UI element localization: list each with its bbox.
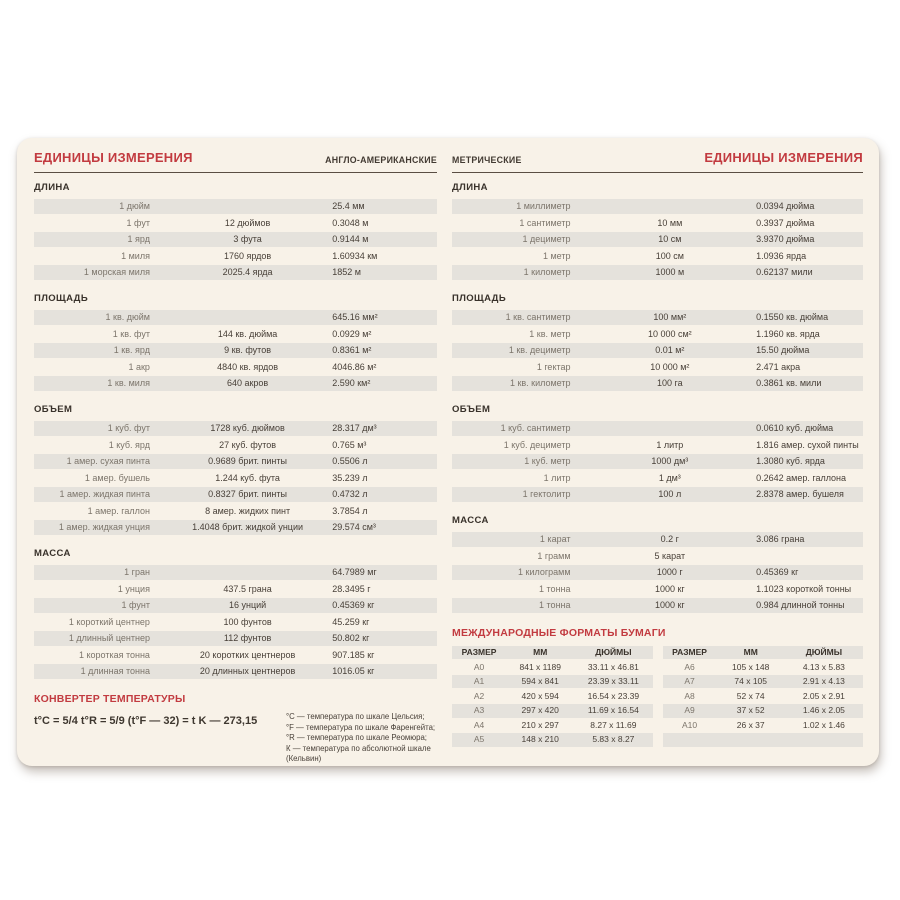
table-row	[34, 265, 437, 280]
unit-name: 1 кв. километр	[509, 378, 571, 388]
table-row	[452, 216, 863, 231]
paper-size-mm: 74 x 105	[734, 676, 768, 687]
unit-name: 1 кв. миля	[107, 378, 150, 388]
unit-equivalent: 0.01 м²	[655, 345, 685, 355]
unit-value: 0.2642 амер. галлона	[756, 472, 847, 483]
unit-name: 1 короткий центнер	[68, 616, 150, 627]
paper-size-name: A6	[684, 661, 695, 672]
unit-value: 1016.05 кг	[332, 666, 375, 676]
unit-equivalent: 3 фута	[233, 234, 262, 244]
unit-value: 2.471 акра	[756, 361, 801, 372]
unit-value: 28.3495 г	[332, 583, 371, 594]
table-row	[34, 582, 437, 597]
unit-equivalent: 12 дюймов	[224, 217, 271, 228]
unit-name: 1 карат	[539, 534, 571, 544]
table-row	[452, 310, 863, 325]
unit-name: 1 кв. метр	[529, 328, 571, 339]
table-row	[34, 648, 437, 663]
unit-name: 1 тонна	[539, 600, 571, 610]
unit-equivalent: 100 см	[655, 250, 684, 261]
unit-equivalent: 10 см	[658, 234, 682, 244]
table-row	[452, 327, 863, 342]
unit-value: 1852 м	[332, 267, 361, 277]
unit-equivalent: 9 кв. футов	[224, 345, 271, 355]
unit-equivalent: 437.5 грана	[223, 583, 272, 594]
unit-equivalent: 1.244 куб. фута	[215, 472, 280, 483]
unit-name: 1 гран	[124, 567, 150, 577]
table-row	[34, 216, 437, 231]
unit-value: 50.802 кг	[332, 633, 370, 643]
table-row	[34, 376, 437, 391]
paper-table-row	[452, 719, 653, 732]
table-row	[452, 582, 863, 597]
unit-value: 0.984 длинной тонны	[756, 600, 845, 610]
paper-table-header-row	[663, 646, 864, 659]
section-heading: МАССА	[452, 515, 489, 526]
paper-size-mm: 594 x 841	[521, 676, 559, 687]
unit-name: 1 амер. жидкая унция	[58, 522, 150, 532]
unit-value: 25.4 мм	[332, 201, 365, 211]
temperature-note: °R — температура по шкале Реомюра;	[286, 733, 427, 743]
unit-equivalent: 112 фунтов	[223, 633, 272, 643]
right-column-header	[452, 148, 863, 165]
paper-table-row	[452, 661, 653, 674]
unit-name: 1 короткая тонна	[78, 649, 150, 660]
unit-name: 1 амер. сухая пинта	[66, 456, 150, 466]
unit-value: 0.0394 дюйма	[756, 201, 815, 211]
unit-equivalent: 5 карат	[654, 550, 686, 561]
unit-value: 0.45369 кг	[756, 567, 799, 577]
paper-size-inches: 16.54 x 23.39	[587, 690, 640, 701]
unit-equivalent: 8 амер. жидких пинт	[205, 505, 291, 516]
unit-equivalent: 100 л	[658, 489, 682, 499]
table-row	[34, 360, 437, 375]
paper-size-inches: 23.39 x 33.11	[587, 676, 639, 687]
units-section	[452, 404, 863, 502]
paper-size-name: A1	[473, 676, 485, 687]
unit-value: 0.9144 м	[332, 234, 369, 244]
paper-table-header-row	[452, 646, 653, 659]
unit-value: 0.45369 кг	[332, 600, 375, 610]
unit-equivalent: 100 фунтов	[223, 616, 272, 627]
unit-value: 0.3937 дюйма	[756, 217, 815, 228]
unit-value: 0.8361 м²	[332, 345, 372, 355]
table-row	[452, 454, 863, 469]
temperature-notes	[286, 712, 437, 765]
unit-equivalent: 1.4048 брит. жидкой унции	[192, 522, 304, 532]
unit-value: 2.590 км²	[332, 378, 371, 388]
unit-equivalent: 1760 ярдов	[223, 250, 272, 261]
paper-size-inches: 11.69 x 16.54	[587, 705, 639, 716]
unit-name: 1 дюйм	[119, 201, 150, 211]
table-row	[452, 376, 863, 391]
paper-size-inches: 1.46 x 2.05	[802, 705, 845, 716]
table-row	[452, 343, 863, 358]
paper-size-mm: 148 x 210	[521, 734, 559, 745]
paper-table-row	[663, 675, 864, 688]
temperature-note: °C — температура по шкале Цельсия;	[286, 712, 425, 721]
unit-value: 3.7854 л	[332, 505, 368, 516]
paper-column-header: ДЮЙМЫ	[805, 647, 843, 657]
paper-table-row	[663, 690, 864, 703]
unit-equivalent	[163, 565, 332, 580]
measurement-units-page	[17, 138, 879, 766]
table-row	[34, 615, 437, 630]
page-title-left: ЕДИНИЦЫ ИЗМЕРЕНИЯ	[34, 150, 193, 165]
unit-equivalent	[163, 310, 332, 325]
unit-value: 1.1960 кв. ярда	[756, 328, 820, 339]
unit-equivalent: 1000 г	[656, 567, 683, 577]
unit-name: 1 миллиметр	[516, 201, 571, 211]
unit-value: 0.4732 л	[332, 489, 368, 499]
paper-size-inches: 8.27 x 11.69	[590, 719, 637, 730]
table-row	[34, 471, 437, 486]
paper-column-header: РАЗМЕР	[672, 647, 707, 657]
unit-name: 1 литр	[543, 472, 571, 483]
unit-equivalent: 1000 дм³	[651, 456, 689, 466]
unit-name: 1 куб. ярд	[108, 439, 150, 450]
unit-equivalent	[584, 199, 757, 214]
unit-equivalent: 1 литр	[656, 439, 684, 450]
table-row	[34, 343, 437, 358]
section-heading: ДЛИНА	[34, 182, 70, 193]
units-section	[34, 548, 437, 679]
paper-size-name: A3	[473, 705, 485, 716]
page-columns	[34, 148, 863, 766]
table-row	[34, 438, 437, 453]
paper-size-name: A0	[473, 661, 485, 672]
unit-name: 1 гектолитр	[522, 489, 571, 499]
unit-equivalent: 1000 кг	[654, 600, 685, 610]
paper-size-name: A7	[684, 676, 695, 687]
unit-name: 1 миля	[121, 250, 150, 261]
unit-value: 35.239 л	[332, 472, 368, 483]
unit-equivalent: 10 000 см²	[647, 328, 692, 339]
paper-size-inches: 5.83 x 8.27	[592, 734, 635, 745]
table-row	[452, 438, 863, 453]
unit-equivalent: 640 акров	[226, 378, 269, 388]
paper-size-mm: 105 x 148	[732, 661, 770, 672]
unit-name: 1 килограмм	[518, 567, 571, 577]
unit-equivalent: 0.2 г	[660, 534, 679, 544]
section-heading: ДЛИНА	[452, 182, 488, 193]
paper-size-inches: 1.02 x 1.46	[802, 719, 845, 730]
paper-table-row	[663, 719, 864, 732]
unit-name: 1 амер. галлон	[87, 505, 150, 516]
unit-equivalent: 1728 куб. дюймов	[210, 423, 285, 433]
unit-value: 907.185 кг	[332, 649, 375, 660]
paper-size-inches	[785, 733, 863, 746]
paper-column-header: ДЮЙМЫ	[595, 647, 632, 657]
unit-equivalent: 20 коротких центнеров	[199, 649, 296, 660]
table-row	[452, 199, 863, 214]
unit-equivalent: 100 мм²	[653, 312, 687, 322]
header-rule-right	[452, 172, 863, 173]
unit-name: 1 дециметр	[522, 234, 571, 244]
section-heading: ОБЪЕМ	[34, 404, 73, 415]
paper-size-name: A4	[473, 719, 485, 730]
paper-table-a0-a5	[452, 646, 653, 748]
unit-value: 3.9370 дюйма	[756, 234, 815, 244]
unit-name: 1 фут	[126, 217, 150, 228]
table-row	[452, 265, 863, 280]
table-row	[34, 454, 437, 469]
paper-size-mm: 37 x 52	[736, 705, 765, 716]
unit-name: 1 куб. фут	[107, 423, 150, 433]
table-row	[34, 565, 437, 580]
unit-value: 1.3080 куб. ярда	[756, 456, 825, 466]
unit-equivalent: 1000 м	[655, 267, 685, 277]
unit-value: 0.0929 м²	[332, 328, 372, 339]
paper-size-inches: 4.13 x 5.83	[802, 661, 845, 672]
table-row	[34, 249, 437, 264]
paper-size-mm	[717, 733, 785, 746]
anglo-american-column	[34, 148, 437, 766]
temperature-converter-body	[34, 712, 437, 765]
units-section	[34, 404, 437, 535]
unit-equivalent: 0.9689 брит. пинты	[208, 456, 287, 466]
unit-name: 1 куб. дециметр	[503, 439, 571, 450]
unit-value: 1.816 амер. сухой пинты	[756, 439, 859, 450]
paper-size-name: A2	[473, 690, 485, 701]
left-tables	[34, 182, 437, 679]
unit-name: 1 амер. бушель	[84, 472, 150, 483]
table-row	[34, 199, 437, 214]
paper-size-name: A10	[682, 719, 698, 730]
paper-size-name	[663, 733, 717, 746]
paper-table-row	[452, 733, 653, 746]
paper-table-row	[663, 733, 864, 746]
table-row	[34, 310, 437, 325]
table-row	[34, 631, 437, 646]
unit-value: 4046.86 м²	[332, 361, 377, 372]
unit-value: 1.1023 короткой тонны	[756, 583, 852, 594]
unit-value: 0.3048 м	[332, 217, 369, 228]
unit-equivalent: 10 000 м²	[650, 361, 690, 372]
unit-value: 0.3861 кв. мили	[756, 378, 822, 388]
unit-name: 1 кв. дециметр	[508, 345, 571, 355]
table-row	[452, 532, 863, 547]
unit-value: 1.0936 ярда	[756, 250, 807, 261]
paper-formats-heading: МЕЖДУНАРОДНЫЕ ФОРМАТЫ БУМАГИ	[452, 627, 666, 639]
paper-column-header: РАЗМЕР	[461, 647, 497, 657]
paper-table-row	[663, 704, 864, 717]
unit-value: 645.16 мм²	[332, 312, 378, 322]
unit-equivalent: 100 га	[657, 378, 683, 388]
unit-equivalent: 27 куб. футов	[219, 439, 277, 450]
unit-name: 1 амер. жидкая пинта	[59, 489, 150, 499]
units-section	[452, 515, 863, 613]
paper-column-header: ММ	[743, 647, 758, 657]
paper-size-mm: 52 x 74	[736, 690, 765, 701]
unit-value: 3.086 грана	[756, 534, 805, 544]
unit-name: 1 гектар	[536, 361, 571, 372]
unit-name: 1 ярд	[127, 234, 150, 244]
paper-size-name: A9	[684, 705, 695, 716]
table-row	[34, 664, 437, 679]
table-row	[34, 504, 437, 519]
paper-size-inches: 2.05 x 2.91	[802, 690, 845, 701]
temperature-note: К — температура по абсолютной шкале (Кельвин)	[286, 743, 431, 764]
unit-name: 1 длинный центнер	[68, 633, 150, 643]
unit-name: 1 унция	[117, 583, 150, 594]
paper-size-mm: 297 x 420	[521, 705, 559, 716]
unit-equivalent: 144 кв. дюйма	[217, 328, 278, 339]
temperature-converter-section	[34, 693, 437, 765]
unit-equivalent	[584, 421, 757, 436]
table-row	[34, 598, 437, 613]
paper-size-mm: 26 x 37	[736, 719, 765, 730]
table-row	[452, 421, 863, 436]
paper-format-tables	[452, 646, 863, 748]
table-row	[452, 360, 863, 375]
paper-size-mm: 420 x 594	[521, 690, 559, 701]
unit-equivalent: 4840 кв. ярдов	[217, 361, 279, 372]
unit-name: 1 тонна	[539, 583, 571, 594]
unit-value: 29.574 см³	[332, 522, 376, 532]
unit-name: 1 акр	[128, 361, 150, 372]
unit-equivalent: 0.8327 брит. пинты	[208, 489, 287, 499]
table-row	[452, 598, 863, 613]
unit-name: 1 куб. метр	[524, 456, 571, 466]
paper-size-name: A8	[684, 690, 695, 701]
section-heading: ПЛОЩАДЬ	[34, 293, 89, 304]
table-row	[34, 421, 437, 436]
left-column-subtitle: АНГЛО-АМЕРИКАНСКИЕ	[325, 155, 437, 165]
left-column-header	[34, 148, 437, 165]
unit-value: 45.259 кг	[332, 616, 370, 627]
unit-value: 0.0610 куб. дюйма	[756, 423, 834, 433]
units-section	[452, 293, 863, 391]
unit-value: 0.765 м³	[332, 439, 367, 450]
temperature-converter-heading: КОНВЕРТЕР ТЕМПЕРАТУРЫ	[34, 693, 186, 705]
unit-name: 1 длинная тонна	[80, 666, 150, 676]
unit-equivalent: 2025.4 ярда	[222, 267, 273, 277]
temperature-formula: t°C = 5/4 t°R = 5/9 (t°F — 32) = t K — 273,15	[34, 715, 258, 727]
paper-formats-section	[452, 627, 863, 748]
unit-value	[756, 549, 863, 564]
paper-table-row	[663, 661, 864, 674]
unit-equivalent: 10 мм	[657, 217, 683, 228]
units-section	[34, 293, 437, 391]
section-heading: ПЛОЩАДЬ	[452, 293, 507, 304]
paper-size-name: A5	[473, 734, 485, 745]
unit-equivalent: 20 длинных центнеров	[199, 666, 296, 676]
unit-value: 0.1550 кв. дюйма	[756, 312, 829, 322]
unit-value: 0.5506 л	[332, 456, 368, 466]
unit-equivalent: 16 унций	[228, 600, 267, 610]
unit-name: 1 морская миля	[83, 267, 150, 277]
paper-size-mm: 210 x 297	[521, 719, 559, 730]
metric-column	[452, 148, 863, 766]
unit-equivalent	[163, 199, 332, 214]
right-tables	[452, 182, 863, 613]
temperature-note: °F — температура по шкале Фаренгейта;	[286, 722, 436, 732]
paper-table-row	[452, 690, 653, 703]
table-row	[452, 565, 863, 580]
unit-name: 1 сантиметр	[519, 217, 571, 228]
unit-name: 1 метр	[542, 250, 571, 261]
table-row	[34, 232, 437, 247]
table-row	[34, 520, 437, 535]
unit-name: 1 грамм	[537, 550, 571, 561]
table-row	[452, 487, 863, 502]
paper-size-inches: 2.91 x 4.13	[802, 676, 845, 687]
units-section	[34, 182, 437, 280]
paper-table-row	[452, 704, 653, 717]
unit-name: 1 километр	[523, 267, 571, 277]
paper-column-header: ММ	[533, 647, 548, 657]
unit-value: 28.317 дм³	[332, 423, 377, 433]
unit-name: 1 кв. ярд	[113, 345, 150, 355]
unit-name: 1 куб. сантиметр	[500, 423, 571, 433]
page-title-right: ЕДИНИЦЫ ИЗМЕРЕНИЯ	[704, 150, 863, 165]
table-row	[452, 249, 863, 264]
unit-name: 1 кв. дюйм	[105, 312, 150, 322]
unit-value: 1.60934 км	[332, 250, 378, 261]
paper-size-mm: 841 x 1189	[519, 661, 561, 672]
unit-value: 2.8378 амер. бушеля	[756, 489, 844, 499]
table-row	[34, 327, 437, 342]
table-row	[34, 487, 437, 502]
unit-value: 64.7989 мг	[332, 567, 377, 577]
unit-name: 1 кв. фут	[112, 328, 150, 339]
header-rule-left	[34, 172, 437, 173]
unit-equivalent: 1 дм³	[658, 472, 681, 483]
section-heading: МАССА	[34, 548, 71, 559]
unit-value: 15.50 дюйма	[756, 345, 810, 355]
unit-equivalent: 1000 кг	[654, 583, 685, 594]
unit-value: 0.62137 мили	[756, 267, 813, 277]
paper-table-a6-a10	[663, 646, 864, 748]
paper-size-inches: 33.11 x 46.81	[587, 661, 639, 672]
unit-name: 1 фунт	[121, 600, 150, 610]
table-row	[452, 232, 863, 247]
table-row	[452, 549, 863, 564]
section-heading: ОБЪЕМ	[452, 404, 491, 415]
units-section	[452, 182, 863, 280]
right-column-subtitle: МЕТРИЧЕСКИЕ	[452, 155, 522, 165]
unit-name: 1 кв. сантиметр	[505, 312, 571, 322]
table-row	[452, 471, 863, 486]
paper-table-row	[452, 675, 653, 688]
